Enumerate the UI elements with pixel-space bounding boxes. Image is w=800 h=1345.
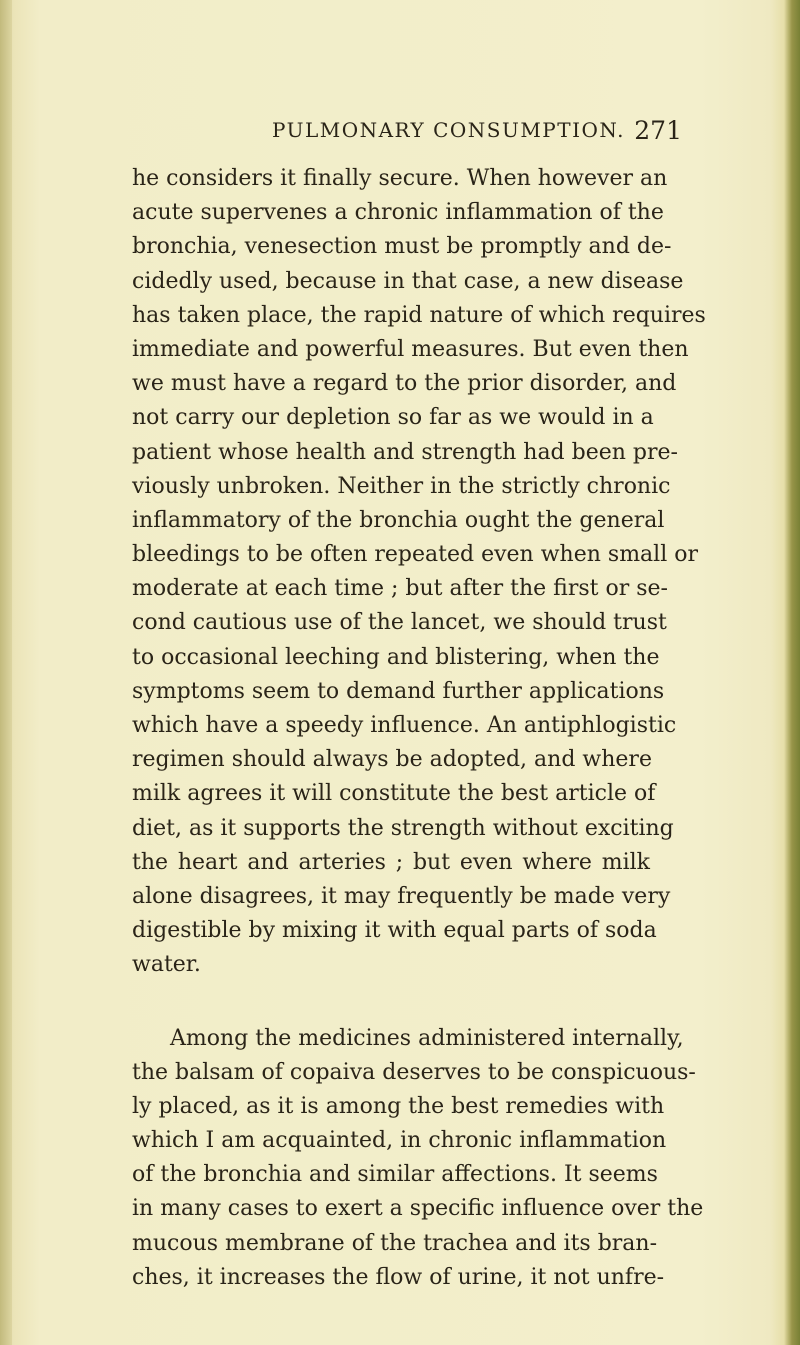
text-line: alone disagrees, it may frequently be made very	[132, 883, 671, 909]
text-line: ches, it increases the flow of urine, it not unfre-	[132, 1264, 665, 1290]
text-line: regimen should always be adopted, and where	[132, 747, 652, 773]
text-line: we must have a regard to the prior disorder, and	[132, 371, 677, 397]
text-line: cond cautious use of the lancet, we should trust	[132, 610, 667, 636]
text-line: diet, as it supports the strength without exciting	[132, 815, 674, 841]
page-gutter-shadow	[0, 0, 12, 1345]
text-line: symptoms seem to demand further applications	[132, 678, 665, 704]
text-line: cidedly used, because in that case, a new disease	[132, 268, 684, 294]
paragraph	[132, 162, 706, 983]
running-title: PULMONARY CONSUMPTION.	[272, 118, 625, 142]
text-line: the balsam of copaiva deserves to be conspicuous-	[132, 1059, 696, 1085]
text-line: ly placed, as it is among the best remedies with	[132, 1093, 665, 1119]
text-line: which have a speedy influence. An antiphlogistic	[132, 713, 677, 738]
text-line: digestible by mixing it with equal parts of soda	[132, 918, 657, 944]
page-number: 271	[634, 116, 682, 145]
text-line: Among the medicines administered internally,	[170, 1025, 684, 1051]
text-line: the heart and arteries ; but even where milk	[132, 849, 650, 875]
page-edge-shadow	[784, 0, 800, 1345]
text-line: water.	[132, 952, 201, 978]
text-line: milk agrees it will constitute the best article of	[132, 781, 656, 807]
paragraph-gap	[132, 983, 650, 1022]
text-line: bleedings to be often repeated even when small or	[132, 542, 698, 568]
text-line: bronchia, venesection must be promptly and de-	[132, 234, 672, 260]
text-line: of the bronchia and similar affections. It seems	[132, 1162, 658, 1188]
running-head	[272, 116, 682, 146]
text-line: inflammatory of the bronchia ought the general	[132, 507, 665, 533]
text-line: to occasional leeching and blistering, when the	[132, 644, 660, 670]
text-line: has taken place, the rapid nature of which requires	[132, 302, 706, 328]
text-line: not carry our depletion so far as we would in a	[132, 405, 654, 431]
text-line: mucous membrane of the trachea and its bran-	[132, 1230, 658, 1256]
text-line: immediate and powerful measures. But even then	[132, 336, 689, 362]
text-line: which I am acquainted, in chronic inflammation	[132, 1128, 667, 1154]
text-line: moderate at each time ; but after the first or se-	[132, 576, 668, 602]
text-line: acute supervenes a chronic inflammation of the	[132, 200, 664, 226]
paragraph	[132, 1022, 704, 1296]
text-line: he considers it finally secure. When however an	[132, 166, 668, 191]
text-line: in many cases to exert a specific influence over the	[132, 1196, 704, 1222]
body-text	[132, 162, 706, 1295]
text-line: patient whose health and strength had been pre-	[132, 439, 678, 465]
text-line: viously unbroken. Neither in the strictly chronic	[132, 473, 671, 499]
